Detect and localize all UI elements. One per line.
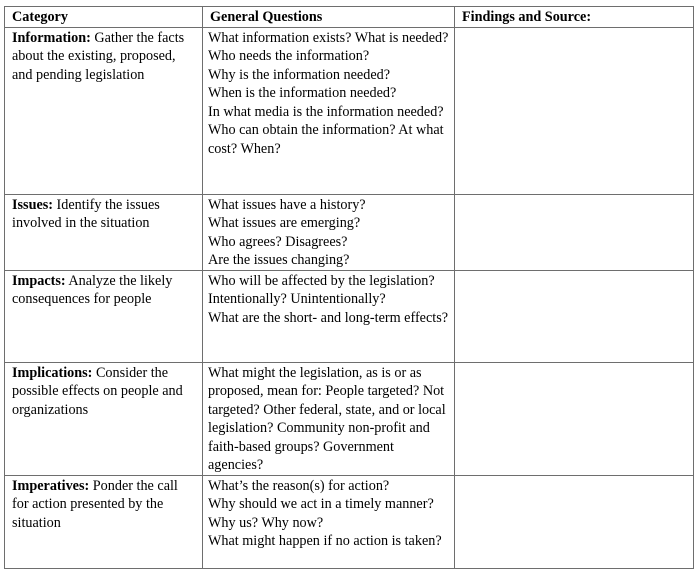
findings-cell-information[interactable] (455, 27, 694, 194)
question-line: What might the legislation, as is or as proposed, mean for: People targeted? Not targeted? Other federal, state, and or local legislation? Community non-profit and faith-based groups? Government agencies? (208, 364, 446, 473)
header-row (5, 7, 694, 28)
question-line: Who agrees? Disagrees? (208, 233, 348, 250)
category-description: Analyze the likely consequences for people (12, 272, 173, 307)
question-line: What’s the reason(s) for action? (208, 477, 390, 494)
category-label: Implications: (12, 364, 93, 381)
category-description: Identify the issues involved in the situation (12, 196, 160, 231)
questions-cell-information (203, 27, 455, 194)
question-line: Who can obtain the information? At what cost? When? (208, 122, 444, 157)
question-line: Are the issues changing? (208, 252, 350, 268)
header-findings-source: Findings and Source: (455, 7, 694, 28)
analysis-table (4, 6, 694, 569)
header-category: Category (5, 7, 203, 28)
table-row (5, 270, 694, 362)
question-line: In what media is the information needed? (208, 103, 444, 120)
question-line: What information exists? What is needed? (208, 29, 449, 46)
questions-cell-implications (203, 362, 455, 475)
question-line: What issues are emerging? (208, 215, 361, 231)
table-row (5, 475, 694, 568)
category-cell-information (5, 27, 203, 194)
category-description: Consider the possible effects on people and organizations (12, 364, 183, 418)
category-description: Ponder the call for action presented by the situation (12, 477, 178, 531)
category-cell-imperatives (5, 475, 203, 568)
category-cell-impacts (5, 270, 203, 362)
question-line: When is the information needed? (208, 85, 397, 101)
table-row (5, 27, 694, 194)
questions-cell-imperatives (203, 475, 455, 568)
question-line: What are the short- and long-term effects? (208, 309, 449, 326)
findings-cell-impacts[interactable] (455, 270, 694, 362)
category-cell-issues (5, 194, 203, 270)
category-label: Impacts: (12, 272, 66, 289)
question-line: What issues have a history? (208, 196, 366, 213)
category-cell-implications (5, 362, 203, 475)
question-line: Why is the information needed? (208, 66, 391, 83)
questions-cell-impacts (203, 270, 455, 362)
table-row (5, 194, 694, 270)
question-line: Who will be affected by the legislation? Intentionally? Unintentionally? (208, 272, 435, 307)
category-label: Issues: (12, 196, 53, 213)
questions-cell-issues (203, 194, 455, 270)
table-row (5, 362, 694, 475)
category-label: Information: (12, 29, 91, 46)
findings-cell-imperatives[interactable] (455, 475, 694, 568)
category-description: Gather the facts about the existing, proposed, and pending legislation (12, 29, 185, 83)
findings-cell-issues[interactable] (455, 194, 694, 270)
question-line: Who needs the information? (208, 48, 370, 64)
question-line: What might happen if no action is taken? (208, 533, 442, 549)
findings-cell-implications[interactable] (455, 362, 694, 475)
header-general-questions: General Questions (203, 7, 455, 28)
question-line: Why should we act in a timely manner? Why us? Why now? (208, 496, 434, 531)
category-label: Imperatives: (12, 477, 90, 494)
